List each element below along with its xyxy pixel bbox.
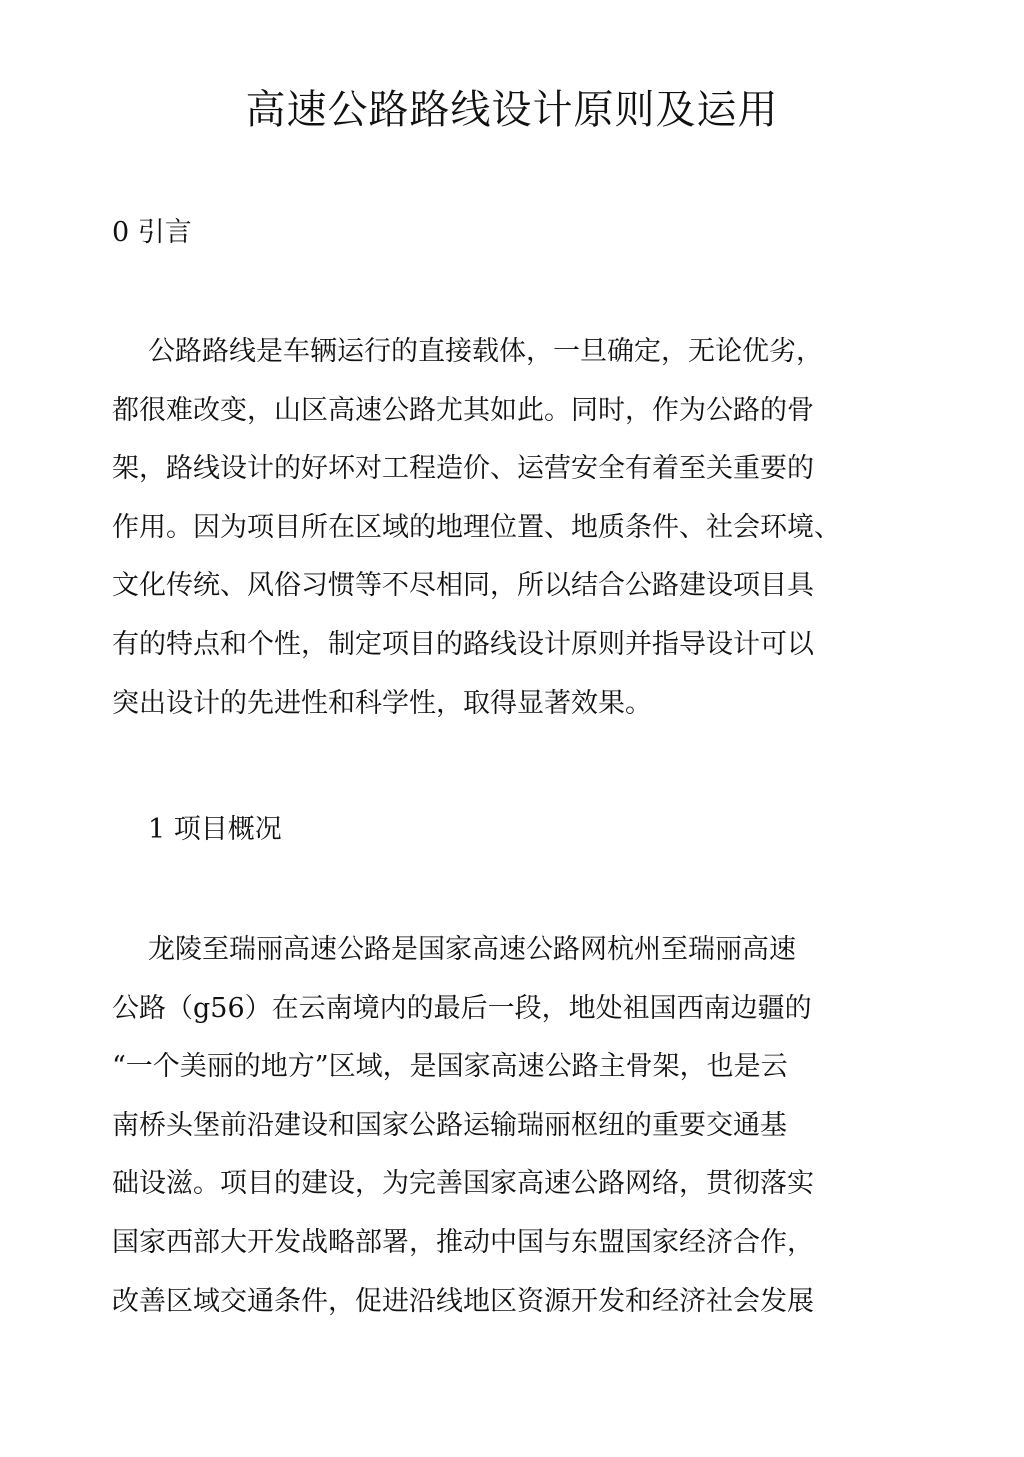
section-heading-project-overview: 1 项目概况 xyxy=(148,814,282,845)
paragraph-line: 南桥头堡前沿建设和国家公路运输瑞丽枢纽的重要交通基 xyxy=(112,1109,787,1141)
paragraph-line: 改善区域交通条件，促进沿线地区资源开发和经济社会发展 xyxy=(112,1285,814,1317)
paragraph-line: 龙陵至瑞丽高速公路是国家高速公路网杭州至瑞丽高速 xyxy=(148,934,796,965)
paragraph-line: 突出设计的先进性和科学性，取得显著效果。 xyxy=(112,687,652,719)
paragraph-line: 国家西部大开发战略部署，推动中国与东盟国家经济合作， xyxy=(112,1226,814,1258)
paragraph-line: 础设滋。项目的建设，为完善国家高速公路网络，贯彻落实 xyxy=(112,1168,814,1200)
paragraph-line: 公路路线是车辆运行的直接载体，一旦确定，无论优劣， xyxy=(148,336,823,367)
paragraph-line: 有的特点和个性，制定项目的路线设计原则并指导设计可以 xyxy=(112,628,814,660)
section-heading-introduction: 0 引言 xyxy=(112,217,192,248)
paragraph-line: 作用。因为项目所在区域的地理位置、地质条件、社会环境、 xyxy=(112,511,841,543)
paragraph-introduction xyxy=(112,334,872,744)
paragraph-line: 架，路线设计的好坏对工程造价、运营安全有着至关重要的 xyxy=(112,453,814,485)
paragraph-line: 文化传统、风俗习惯等不尽相同，所以结合公路建设项目具 xyxy=(112,570,814,602)
paragraph-line: “一个美丽的地方”区域，是国家高速公路主骨架，也是云 xyxy=(112,1051,788,1083)
paragraph-project-overview xyxy=(112,932,872,1342)
paragraph-line: 公路（g56）在云南境内的最后一段，地处祖国西南边疆的 xyxy=(112,992,812,1024)
paragraph-line: 都很难改变，山区高速公路尤其如此。同时，作为公路的骨 xyxy=(112,394,814,426)
document-title: 高速公路路线设计原则及运用 xyxy=(245,87,779,133)
